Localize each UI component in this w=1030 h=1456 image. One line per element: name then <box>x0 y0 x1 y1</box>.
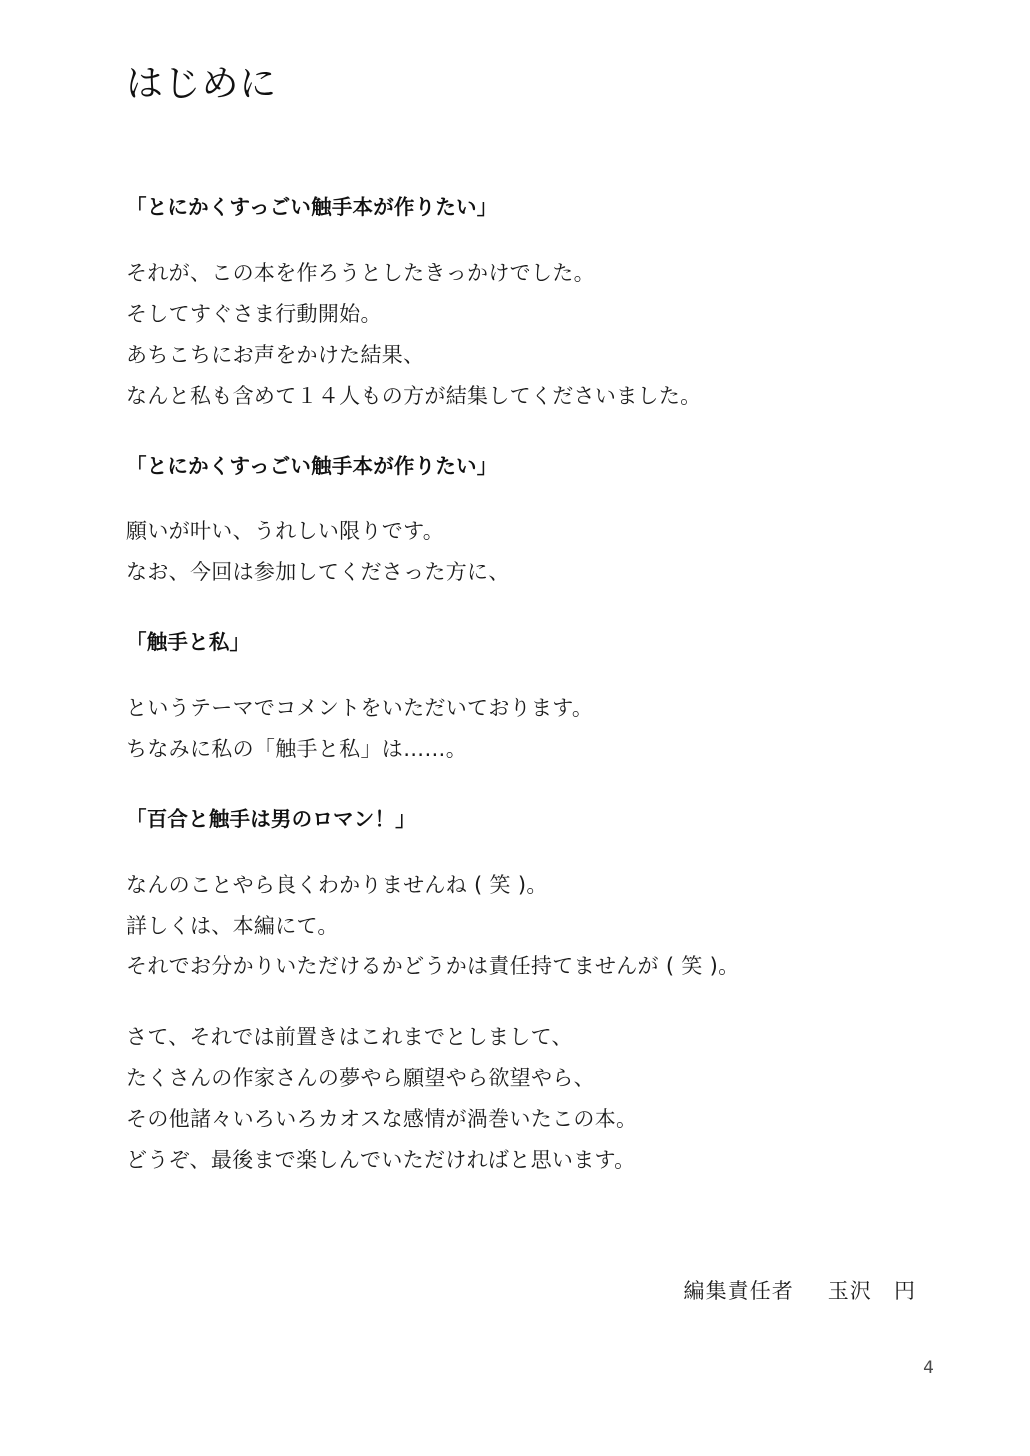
signature-name: 玉沢 円 <box>827 1279 916 1303</box>
section-heading-1: 「とにかくすっごい触手本が作りたい」 <box>126 195 498 220</box>
signature <box>126 1275 916 1305</box>
document-content <box>126 60 916 1181</box>
paragraph-line: なんと私も含めて１４人もの方が結集してくださいました。 <box>126 383 702 408</box>
paragraph-line: それでお分かりいただけるかどうかは責任持てませんが ( 笑 )。 <box>126 954 740 979</box>
page-number: 4 <box>923 1358 934 1378</box>
paragraph-line: というテーマでコメントをいただいております。 <box>126 695 594 720</box>
paragraph-line: その他諸々いろいろカオスな感情が渦巻いたこの本。 <box>126 1107 638 1132</box>
spacer <box>126 417 916 451</box>
spacer <box>126 593 916 627</box>
section-heading-4: 「百合と触手は男のロマン！」 <box>126 806 416 831</box>
paragraph-line: 詳しくは、本編にて。 <box>126 913 339 938</box>
paragraph-line: ちなみに私の「触手と私」は……。 <box>126 736 468 761</box>
paragraph-line: さて、それでは前置きはこれまでとしまして、 <box>126 1025 573 1050</box>
paragraph-line: 願いが叶い、うれしい限りです。 <box>126 519 445 544</box>
signature-role: 編集責任者 <box>683 1279 794 1303</box>
paragraph-line: なんのことやら良くわかりませんね ( 笑 )。 <box>126 872 548 897</box>
paragraph-line: そしてすぐさま行動開始。 <box>126 301 382 326</box>
section-heading-3: 「触手と私」 <box>126 630 251 655</box>
section-heading-2: 「とにかくすっごい触手本が作りたい」 <box>126 453 498 478</box>
page-title: はじめに <box>126 62 277 105</box>
paragraph-line: どうぞ、最後まで楽しんでいただければと思います。 <box>126 1148 636 1173</box>
spacer <box>126 835 916 865</box>
spacer <box>126 987 916 1017</box>
spacer <box>126 770 916 804</box>
document-body <box>126 192 916 1181</box>
paragraph-line: たくさんの作家さんの夢やら願望やら欲望やら、 <box>126 1066 595 1091</box>
spacer <box>126 223 916 253</box>
paragraph-line: それが、この本を作ろうとしたきっかけでした。 <box>126 260 595 285</box>
paragraph-line: なお、今回は参加してくださった方に、 <box>126 560 510 585</box>
spacer <box>126 481 916 511</box>
paragraph-line: あちこちにお声をかけた結果、 <box>126 342 425 367</box>
spacer <box>126 658 916 688</box>
